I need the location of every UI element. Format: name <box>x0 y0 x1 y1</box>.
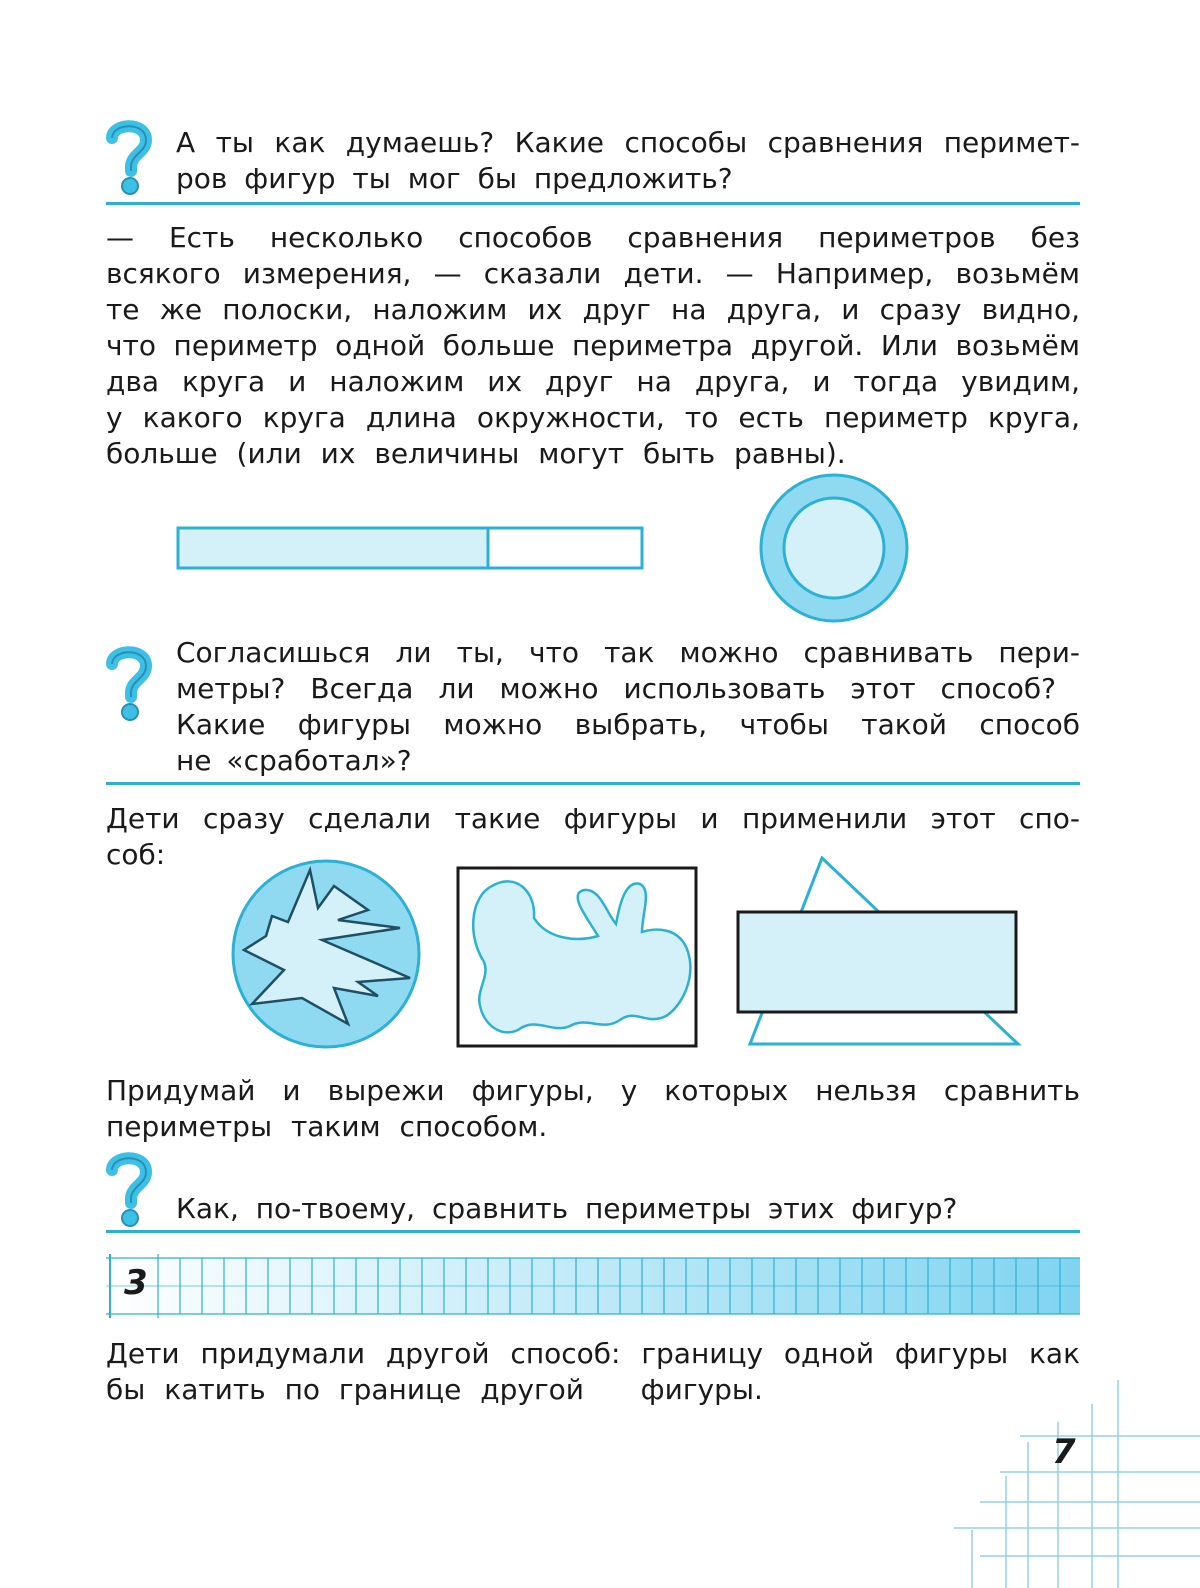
circle-with-star-illustration <box>230 858 424 1052</box>
paragraph-line: те же полоски, наложим их друг на друга, и сразу видно, <box>106 293 1080 326</box>
question-2-line: не «сработал»? <box>176 744 412 777</box>
paragraph-3 <box>106 1336 1080 1408</box>
short-strip <box>178 528 488 568</box>
paragraph-line: что периметр одной больше периметра другой. Или возьмём <box>106 329 1080 362</box>
divider <box>106 782 1080 785</box>
task-line: Придумай и вырежи фигуры, у которых нельзя сравнить <box>106 1074 1080 1107</box>
question-mark-icon <box>104 118 154 198</box>
question-1-text <box>176 125 1080 197</box>
paragraph-line: два круга и наложим их друг на друга, и тогда увидим, <box>106 365 1080 398</box>
question-2-line: Какие фигуры можно выбрать, чтобы такой способ <box>176 708 1080 741</box>
paragraph-line: у какого круга длина окружности, то есть периметр круга, <box>106 401 1080 434</box>
paragraph-1 <box>106 220 1080 472</box>
page-number: 7 <box>1052 1432 1076 1472</box>
question-2-line: метры? Всегда ли можно использовать этот способ? <box>176 672 1056 705</box>
paragraph-line: Дети придумали другой способ: границу одной фигуры как <box>106 1337 1080 1370</box>
overlapping-circles-illustration <box>758 472 910 624</box>
divider <box>106 1230 1080 1233</box>
paragraph-line: больше (или их величины могут быть равны). <box>106 437 846 470</box>
paragraph-line: бы катить по границе другой фигуры. <box>106 1373 763 1406</box>
paragraph-line: — Есть несколько способов сравнения периметров без <box>106 221 1080 254</box>
question-mark-icon <box>104 1150 154 1230</box>
rectangle-with-triangle-illustration <box>736 856 1030 1050</box>
paragraph-line: Дети сразу сделали такие фигуры и применили этот спо- <box>106 802 1080 835</box>
question-2-line: Согласишься ли ты, что так можно сравнивать пери- <box>176 636 1080 669</box>
question-mark-icon <box>104 644 154 724</box>
paragraph-line: всякого измерения, — сказали дети. — Например, возьмём <box>106 257 1080 290</box>
task-line: периметры таким способом. <box>106 1110 548 1143</box>
rectangle-shape <box>738 912 1016 1012</box>
section-number: 3 <box>124 1263 148 1303</box>
small-circle <box>784 498 884 598</box>
corner-grid-decoration <box>950 1380 1200 1588</box>
question-3-text: Как, по-твоему, сравнить периметры этих фигур? <box>176 1192 958 1225</box>
question-2-text <box>176 635 1080 779</box>
question-1-line: А ты как думаешь? Какие способы сравнения перимет- <box>176 126 1080 159</box>
divider <box>106 202 1080 205</box>
question-1-line: ров фигур ты мог бы предложить? <box>176 162 733 195</box>
task-text <box>106 1073 1080 1145</box>
paragraph-line: соб: <box>106 838 166 871</box>
overlapping-strips-illustration <box>176 526 646 572</box>
section-header-bar <box>106 1254 1080 1318</box>
rectangle-with-blob-illustration <box>456 866 700 1050</box>
